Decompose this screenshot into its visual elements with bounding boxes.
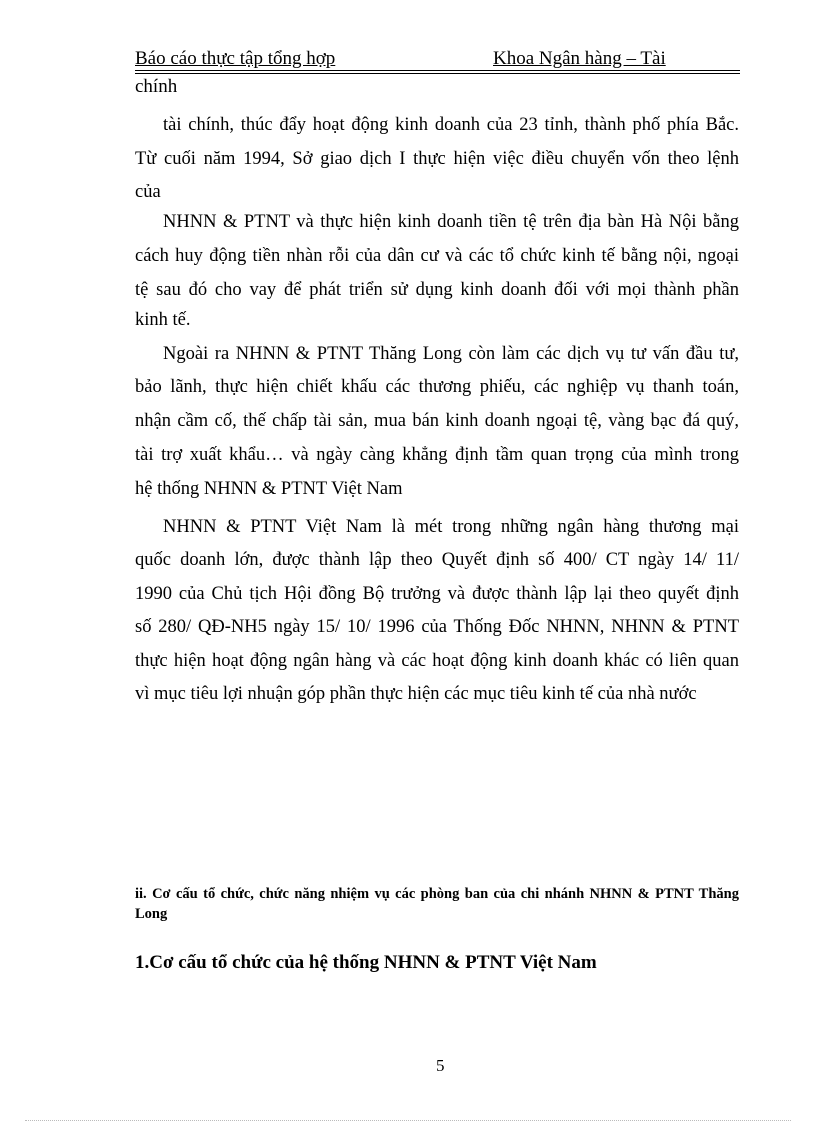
paragraph-line: của (135, 182, 161, 202)
paragraph-line: kinh tế. (135, 310, 191, 330)
paragraph-line: NHNN & PTNT Việt Nam là mét trong những ngân hàng thương mại (163, 517, 739, 537)
header-left: Báo cáo thực tập tổng hợp (135, 48, 336, 69)
header-rule-2 (135, 73, 740, 74)
paragraph-line: hệ thống NHNN & PTNT Việt Nam (135, 479, 403, 499)
paragraph-line: tệ sau đó cho vay để phát triển sử dụng kinh doanh đối với mọi thành phần (135, 280, 739, 300)
paragraph-line: 1990 của Chủ tịch Hội đồng Bộ trưởng và được thành lập lại theo quyết định (135, 584, 739, 604)
paragraph-line: vì mục tiêu lợi nhuận góp phần thực hiện các mục tiêu kinh tế của nhà nước (135, 684, 697, 704)
paragraph-line: cách huy động tiền nhàn rỗi của dân cư và các tổ chức kinh tế bằng nội, ngoại (135, 246, 739, 266)
paragraph-line: NHNN & PTNT và thực hiện kinh doanh tiền tệ trên địa bàn Hà Nội bằng (163, 212, 739, 232)
paragraph-line: Từ cuối năm 1994, Sở giao dịch I thực hiện việc điều chuyển vốn theo lệnh (135, 149, 739, 169)
header-rule (135, 70, 740, 71)
page-number: 5 (436, 1056, 445, 1075)
paragraph-line: số 280/ QĐ-NH5 ngày 15/ 10/ 1996 của Thống Đốc NHNN, NHNN & PTNT (135, 617, 739, 637)
section-heading: ii. Cơ cấu tổ chức, chức năng nhiệm vụ các phòng ban của chi nhánh NHNN & PTNT Thăng Long (135, 886, 739, 922)
header-right: Khoa Ngân hàng – Tài (493, 48, 666, 69)
paragraph-line: quốc doanh lớn, được thành lập theo Quyết định số 400/ CT ngày 14/ 11/ (135, 550, 739, 570)
paragraph-line: nhận cầm cố, thế chấp tài sản, mua bán kinh doanh ngoại tệ, vàng bạc đá quý, (135, 411, 739, 431)
paragraph-line: tài trợ xuất khẩu… và ngày càng khẳng định tầm quan trọng của mình trong (135, 445, 739, 465)
paragraph-line: Ngoài ra NHNN & PTNT Thăng Long còn làm các dịch vụ tư vấn đầu tư, (163, 344, 739, 364)
paragraph-line: bảo lãnh, thực hiện chiết khấu các thương phiếu, các nghiệp vụ thanh toán, (135, 377, 739, 397)
paragraph-line: tài chính, thúc đẩy hoạt động kinh doanh của 23 tỉnh, thành phố phía Bắc. (163, 115, 739, 135)
header-wrap: chính (135, 76, 178, 97)
subheading: 1.Cơ cấu tổ chức của hệ thống NHNN & PTNT Việt Nam (135, 952, 597, 973)
page-border (25, 1120, 791, 1121)
paragraph-line: thực hiện hoạt động ngân hàng và các hoạt động kinh doanh khác có liên quan (135, 651, 739, 671)
